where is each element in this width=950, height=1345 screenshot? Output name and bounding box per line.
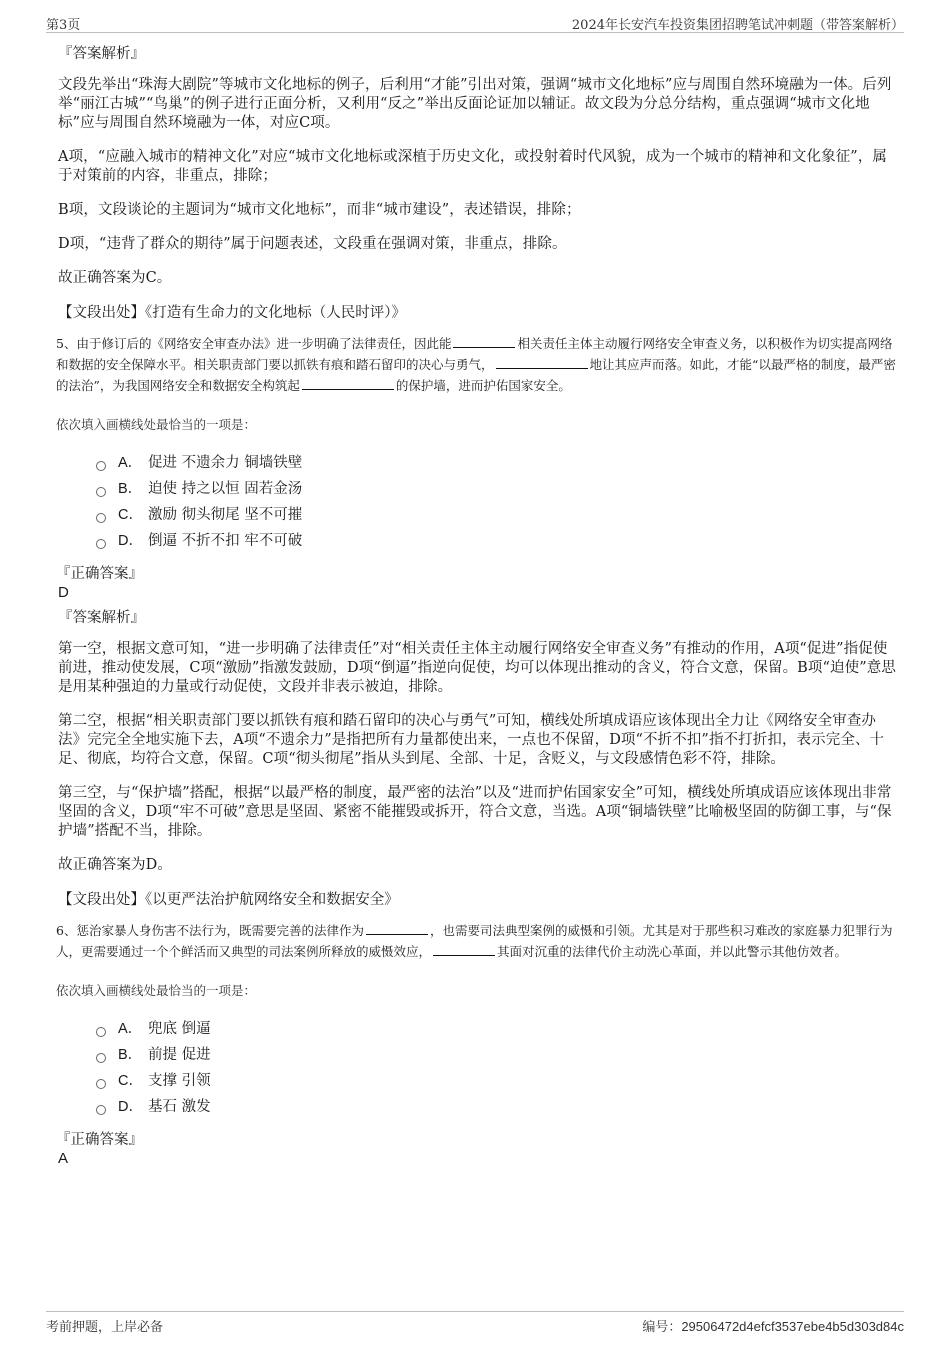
radio-icon[interactable] [96, 1105, 106, 1115]
source-citation: 【文段出处】《以更严法治护航网络安全和数据安全》 [58, 892, 399, 908]
radio-icon[interactable] [96, 513, 106, 523]
option-b[interactable]: B． 迫使 持之以恒 固若金汤 [96, 476, 896, 502]
answer-label: 『正确答案』 [56, 1132, 143, 1148]
conclusion: 故正确答案为D。 [58, 857, 172, 873]
document-title: 2024年长安汽车投资集团招聘笔试冲刺题（带答案解析） [571, 18, 904, 33]
document-id: 编号：29506472d4efcf3537ebe4b5d303d84c [642, 1319, 904, 1335]
radio-icon[interactable] [96, 1079, 106, 1089]
options-list [96, 1016, 896, 1120]
answer-value: D [58, 584, 69, 601]
fill-blank [496, 356, 588, 369]
analysis-label: 『答案解析』 [58, 610, 145, 626]
options-list [96, 450, 896, 554]
page-header [46, 12, 904, 33]
answer-value: A [58, 1150, 69, 1167]
analysis-paragraph: A项，“应融入城市的精神文化”对应“城市文化地标或深植于历史文化，或投射着时代风貌，成为一个城市的精神和文化象征”，属于对策前的内容，非重点，排除； [58, 149, 888, 184]
source-citation: 【文段出处】《打造有生命力的文化地标（人民时评）》 [58, 305, 406, 321]
analysis-paragraph: 第一空，根据文意可知，“进一步明确了法律责任”对“相关责任主体主动履行网络安全审查义务”有推动的作用，A项“促进”指促使前进，推动使发展，C项“激励”指激发鼓励，D项“倒逼”指逆向促使，均可以体现出推动的含义，符合文意，保留。B项“迫使”意思是用某种强迫的力量或行动促使，文段并非表示被迫，排除。 [58, 641, 896, 695]
answer-label: 『正确答案』 [56, 566, 143, 582]
option-a[interactable]: A． 兜底 倒逼 [96, 1016, 896, 1042]
radio-icon[interactable] [96, 461, 106, 471]
question-6-text: 6、惩治家暴人身伤害不法行为，既需要完善的法律作为 ，也需要司法典型案例的威慑和引领。尤其是对于那些积习难改的家庭暴力犯罪行为人，更需要通过一个个鲜活而又典型的司法案例所释放的威慑效应， 其面对沉重的法律代价主动洗心革面，并以此警示其他仿效者。 [56, 923, 893, 959]
analysis-paragraph: 文段先举出“珠海大剧院”等城市文化地标的例子，后利用“才能”引出对策，强调“城市文化地标”应与周围自然环境融为一体。后列举“丽江古城”“鸟巢”的例子进行正面分析，又利用“反之”举出反面论证加以辅证。故文段为分总分结构，重点强调“城市文化地标”应与周围自然环境融为一体，对应C项。 [58, 77, 892, 131]
analysis-paragraph: 第二空，根据“相关职责部门要以抓铁有痕和踏石留印的决心与勇气”可知，横线处所填成语应该体现出全力让《网络安全审查办法》完完全全地实施下去，A项“不遗余力”是指把所有力量都使出来，一点也不保留，D项“不折不扣”指不打折扣，表示完全、十足、彻底，均符合文意，保留。C项“彻头彻尾”指从头到尾、全部、十足，含贬义，与文段感情色彩不符，排除。 [58, 713, 885, 767]
analysis-paragraph: 第三空，与“保护墙”搭配，根据“以最严格的制度，最严密的法治”以及“进而护佑国家安全”可知，横线处所填成语应该体现出非常坚固的含义，D项“牢不可破”意思是坚固、紧密不能摧毁或拆开，符合文意，当选。A项“铜墙铁壁”比喻极坚固的防御工事，与“保护墙”搭配不当，排除。 [58, 785, 892, 839]
analysis-paragraph: D项，“违背了群众的期待”属于问题表述，文段重在强调对策，非重点，排除。 [58, 236, 567, 252]
page-number: 第3页 [46, 18, 81, 33]
page-footer [46, 1311, 904, 1336]
option-c[interactable]: C． 支撑 引领 [96, 1068, 896, 1094]
option-d[interactable]: D． 倒逼 不折不扣 牢不可破 [96, 528, 896, 554]
fill-blank [433, 943, 495, 956]
radio-icon[interactable] [96, 487, 106, 497]
option-a[interactable]: A． 促进 不遗余力 铜墙铁壁 [96, 450, 896, 476]
conclusion: 故正确答案为C。 [58, 270, 172, 286]
fill-blank [302, 377, 394, 390]
analysis-paragraph: B项，文段谈论的主题词为“城市文化地标”，而非“城市建设”，表述错误，排除； [58, 202, 581, 218]
radio-icon[interactable] [96, 1053, 106, 1063]
option-c[interactable]: C． 激励 彻头彻尾 坚不可摧 [96, 502, 896, 528]
footer-slogan: 考前押题，上岸必备 [46, 1320, 164, 1335]
fill-blank [453, 335, 515, 348]
fill-blank [366, 922, 428, 935]
analysis-label: 『答案解析』 [58, 46, 145, 62]
radio-icon[interactable] [96, 539, 106, 549]
question-5-text: 5、由于修订后的《网络安全审查办法》进一步明确了法律责任，因此能 相关责任主体主动履行网络安全审查义务，以积极作为切实提高网络和数据的安全保障水平。相关职责部门要以抓铁有痕和踏石留印的决心与勇气， 地让其应声而落。如此，才能“以最严格的制度，最严密的法治”，为我国网络安全和数据安全构筑起 的保护墙，进而护佑国家安全。 [56, 336, 896, 393]
page-content [56, 44, 896, 1174]
option-d[interactable]: D． 基石 激发 [96, 1094, 896, 1120]
question-prompt: 依次填入画横线处最恰当的一项是： [56, 983, 257, 998]
question-prompt: 依次填入画横线处最恰当的一项是： [56, 417, 257, 432]
option-b[interactable]: B． 前提 促进 [96, 1042, 896, 1068]
radio-icon[interactable] [96, 1027, 106, 1037]
